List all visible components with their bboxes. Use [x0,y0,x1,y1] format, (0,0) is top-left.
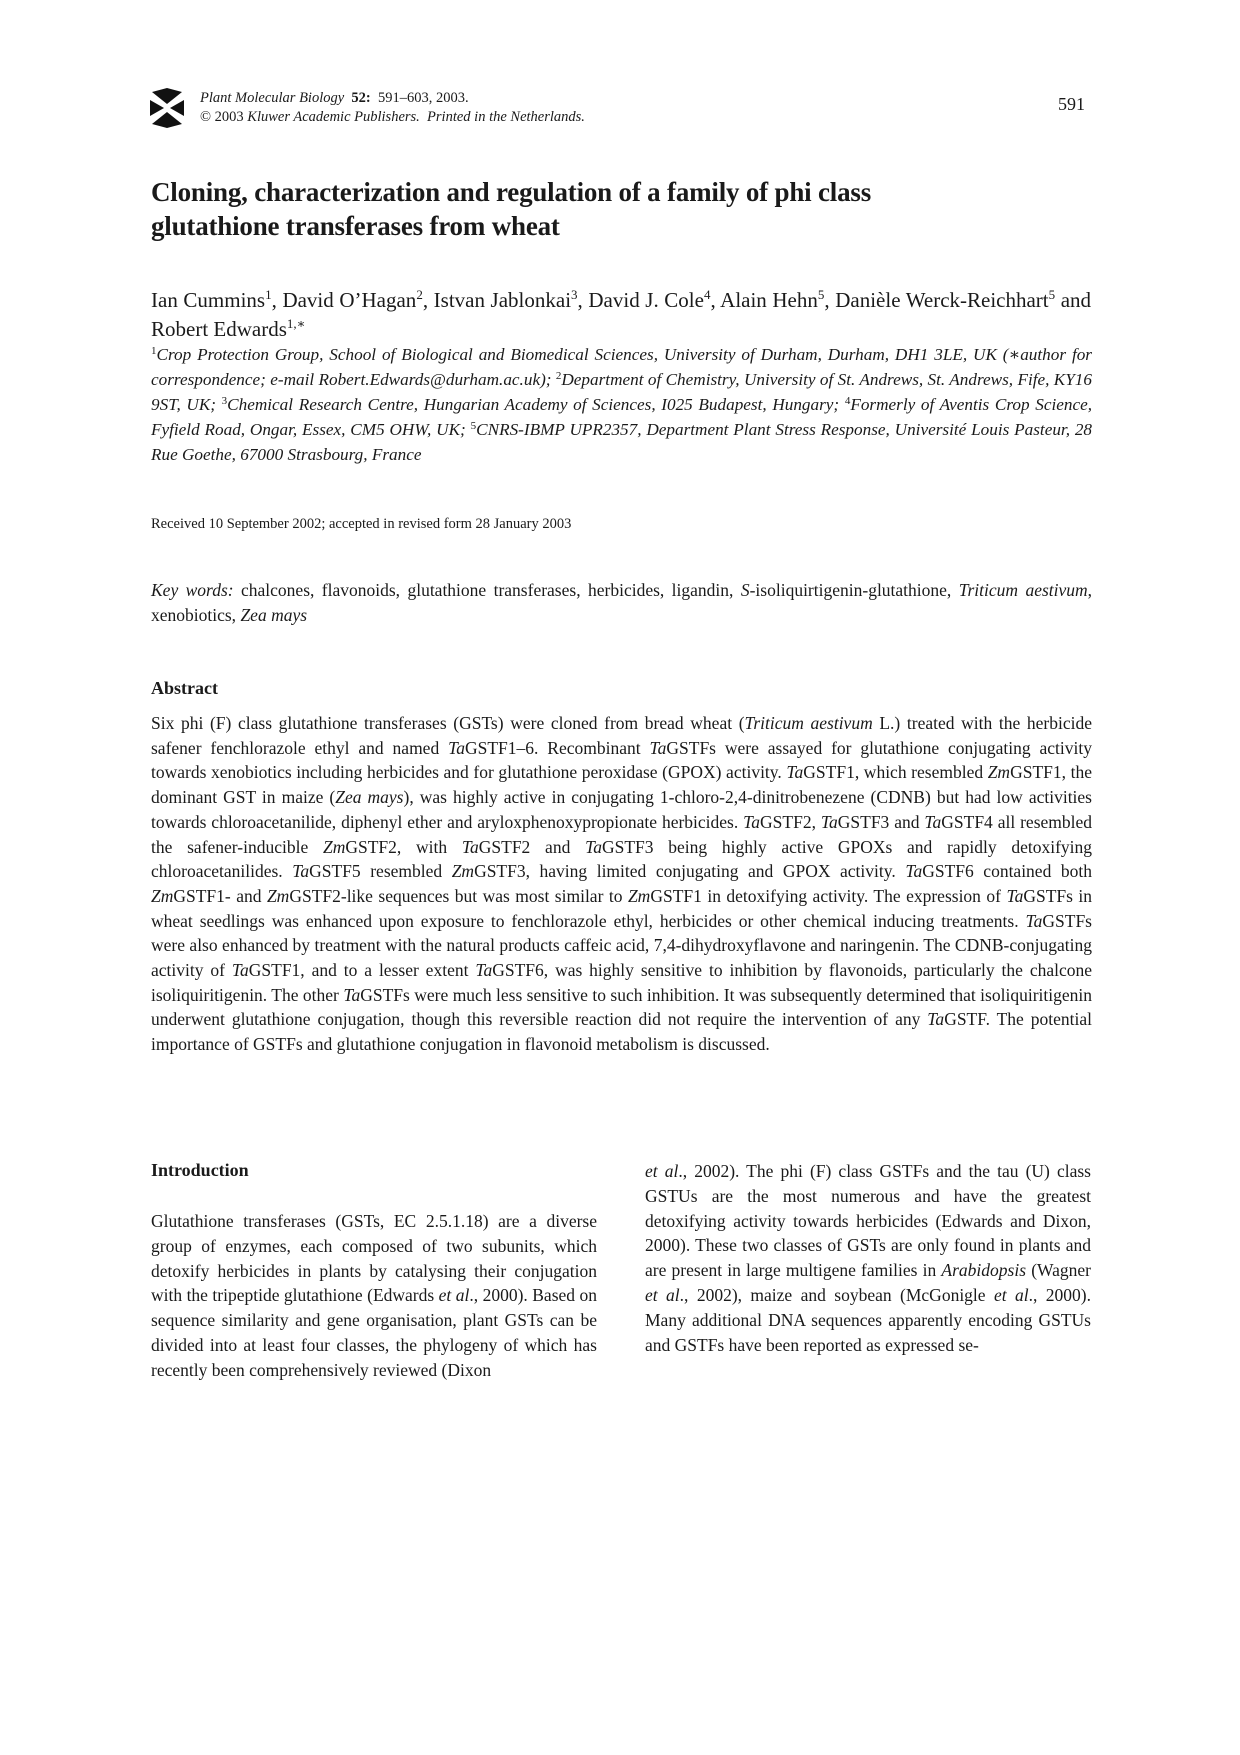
abstract-text: GSTF1, which resembled [803,762,988,783]
abstract-text: GSTF1, and to a lesser extent [248,960,476,981]
abstract-text: GSTFs were much less sensitive to such inhibition. It was subsequently determined that isoliquiritigenin underwent glutathione conjugation, though this reversible reaction did not require the intervention of any [151,984,1092,1030]
body-text: (Wagner [1026,1260,1092,1281]
keywords-label: Key words: [151,580,234,600]
abstract-text: L.) treated with the herbicide safener fenchlorazole ethyl and named [151,713,1093,758]
abstract-text: GSTF6, was highly sensitive to inhibition by flavonoids, particularly the chalcone isoliquiritigenin. The other [151,960,1093,1005]
page-number: 591 [1058,94,1085,114]
abstract-text: Ta [927,1009,945,1030]
abstract-text: GSTF3, having limited conjugating and GPOX activity. [474,861,906,882]
affiliation-text: Department of Chemistry, University of St. Andrews, St. Andrews, Fife, KY16 9ST, UK; [151,370,1092,414]
abstract-text: Zm [987,762,1011,783]
abstract-heading: Abstract [151,678,218,698]
keywords [151,578,1092,628]
body-text: ., 2000). Many additional DNA sequences apparently encoding GSTUs and GSTFs have been reported as expressed se- [645,1284,1091,1355]
abstract-text: Ta [231,960,249,981]
introduction-column-right [645,1159,1091,1357]
affiliations [151,342,1092,467]
abstract-text: Ta [448,737,465,758]
abstract-text: GSTF1, the dominant GST in maize ( [151,762,1092,808]
abstract-text: Ta [292,861,310,882]
author-name: David O’Hagan [282,288,417,312]
body-text: et al [645,1161,679,1181]
publisher-name: Kluwer Academic Publishers. [247,109,420,125]
journal-name: Plant Molecular Biology [200,90,345,106]
abstract-text: Zm [322,836,346,857]
keywords-text: , xenobiotics, [151,580,1093,625]
abstract-text: ), was highly active in conjugating 1-chloro-2,4-dinitrobenezene (CDNB) but had low activities towards chloroacetanilide, diphenyl ether and aryloxphenoxypropionate herbicides. [151,787,1092,832]
abstract-text: GSTF2 and [478,836,586,857]
copyright-year: © 2003 [200,109,244,125]
abstract-text: GSTF2, [760,811,821,832]
author-list: Ian Cummins$^1$, David O’Hagan$^2$, Istvan Jablonkai$^3$, David J. Cole$^4$, Alain Hehn$^5$, Danièle Werck-Reichhart$^5$ and Robert Edwards$^{1,∗}$ [151,287,1092,341]
title-line: Cloning, characterization and regulation of a family of phi class [151,177,871,207]
body-text: ., 2002), maize and soybean (McGonigle [679,1284,994,1305]
affiliation-text: Formerly of Aventis Crop Science, Fyfield Road, Ongar, Essex, CM5 OHW, UK; [151,395,1093,439]
author-name: Alain Hehn [720,288,818,312]
abstract-text: GSTFs were also enhanced by treatment with the natural products caffeic acid, 7,4-dihydroxyflavone and naringenin. The CDNB-conjugating activity of [151,910,1092,981]
abstract-text: GSTF1- and [173,885,267,906]
affiliation-mark: 4 [844,395,851,407]
abstract-text: Ta [905,861,923,882]
printed-location: Printed in the Netherlands. [427,109,585,125]
abstract-text: GSTF3 being highly active GPOXs and rapidly detoxifying chloroacetanilides. [151,836,1093,882]
introduction-heading: Introduction [151,1160,249,1180]
affiliation-mark: 5 [470,420,477,432]
abstract-text: Zm [266,885,290,906]
abstract-text: Zea mays [335,787,404,808]
author-conjunction: and [1060,288,1092,312]
abstract-text: GSTFs were assayed for glutathione conjugating activity towards xenobiotics including herbicides and for glutathione peroxidase (GPOX) activity. [151,737,1092,783]
abstract-text: Ta [461,836,479,857]
author-affiliation-mark: 3 [571,287,578,302]
abstract-text: Ta [786,762,804,783]
title-line: glutathione transferases from wheat [151,211,560,241]
affiliation-text: Chemical Research Centre, Hungarian Academy of Sciences, I025 Budapest, Hungary; [227,395,840,414]
abstract-text: GSTF4 all resembled the safener-inducible [151,811,1093,857]
abstract-text: GSTF3 and [837,811,925,832]
introduction-column-left [151,1209,597,1383]
affiliation-mark: 2 [555,370,562,382]
body-text: Glutathione transferases (GSTs, EC 2.5.1.18) are a diverse group of enzymes, each composed of two subunits, which detoxify herbicides in plants by catalysing their conjugation with the tripeptide glutathione (Edwards [151,1211,597,1306]
author-name: Ian Cummins [151,288,266,312]
abstract-text: GSTF5 resembled [309,861,452,882]
abstract-text: Zm [151,885,174,906]
keywords-text: chalcones, flavonoids, glutathione transferases, herbicides, ligandin, [241,580,734,600]
abstract-text: Ta [1006,885,1024,906]
author-name: Robert Edwards [151,317,287,341]
abstract-text: Ta [585,836,602,857]
journal-volume: 52: [351,90,371,106]
abstract-text: GSTF. The potential importance of GSTFs and glutathione conjugation in flavonoid metabolism is discussed. [151,1009,1092,1055]
body-text: et al [645,1284,680,1305]
abstract-text: GSTF2-like sequences but was most similar to [289,885,628,906]
author-affiliation-mark: 5 [1048,287,1056,302]
abstract-body [151,711,1092,1057]
abstract-text: Ta [343,984,361,1005]
author-name: David J. Cole [588,288,704,312]
affiliation-text: Crop Protection Group, School of Biological and Biomedical Sciences, University of Durham, Durham, DH1 3LE, UK (∗author for correspondence; e-mail Robert.Edwards@durham.ac.uk); [151,345,1092,389]
journal-citation [200,89,585,127]
abstract-text: Ta [743,811,761,832]
abstract-text: GSTF1 in detoxifying activity. The expression of [650,885,1007,906]
abstract-text: Zm [627,885,651,906]
journal-pages-year: 591–603, 2003. [378,90,469,106]
body-text: et al [438,1285,470,1306]
abstract-text: GSTFs in wheat seedlings was enhanced upon exposure to fenchlorazole ethyl, herbicides or other chemical inducing treatments. [151,885,1093,931]
abstract-text: Ta [649,737,667,758]
author-affiliation-mark: 4 [703,287,711,302]
affiliation-mark: 3 [221,395,228,407]
author-affiliation-mark: 2 [416,287,423,302]
abstract-text: Ta [475,960,493,981]
body-text: Arabidopsis [941,1260,1027,1281]
author-affiliation-mark: 1,∗ [286,316,306,331]
paper-title [151,175,1101,243]
abstract-text: Ta [1025,910,1043,931]
keywords-text: S [740,580,750,600]
author-affiliation-mark: 1 [265,287,272,302]
publisher-logo-icon [150,86,184,130]
author-affiliation-mark: 5 [817,287,825,302]
abstract-text: Ta [820,811,838,832]
abstract-text: GSTF6 contained both [922,861,1092,882]
affiliation-text: CNRS-IBMP UPR2357, Department Plant Stress Response, Université Louis Pasteur, 28 Rue Goethe, 67000 Strasbourg, France [151,420,1093,464]
keywords-text: Zea mays [240,605,308,625]
body-text: ., 2002). The phi (F) class GSTFs and the tau (U) class GSTUs are the most numerous and have the greatest detoxifying activity towards herbicides (Edwards and Dixon, 2000). These two classes of GSTs are only found in plants and are present in large multigene families in [645,1161,1091,1281]
abstract-text: Ta [924,811,942,832]
author-name: Istvan Jablonkai [433,288,572,312]
keywords-text: -isoliquirtigenin-glutathione, [749,580,952,600]
abstract-text: Six phi (F) class glutathione transferases (GSTs) were cloned from bread wheat ( [151,713,745,733]
received-dates: Received 10 September 2002; accepted in revised form 28 January 2003 [151,516,572,532]
abstract-text: GSTF1–6. Recombinant [464,737,650,758]
abstract-text: Triticum aestivum [744,713,873,733]
body-text: et al [993,1284,1029,1305]
author-name: Danièle Werck-Reichhart [835,288,1049,312]
body-text: ., 2000). Based on sequence similarity and gene organisation, plant GSTs can be divided into at least four classes, the phylogeny of which has recently been comprehensively reviewed (Dixon [151,1285,597,1380]
abstract-text: Zm [451,861,475,882]
affiliation-mark: 1 [151,345,157,357]
keywords-text: Triticum aestivum [958,580,1088,600]
abstract-text: GSTF2, with [345,836,462,857]
